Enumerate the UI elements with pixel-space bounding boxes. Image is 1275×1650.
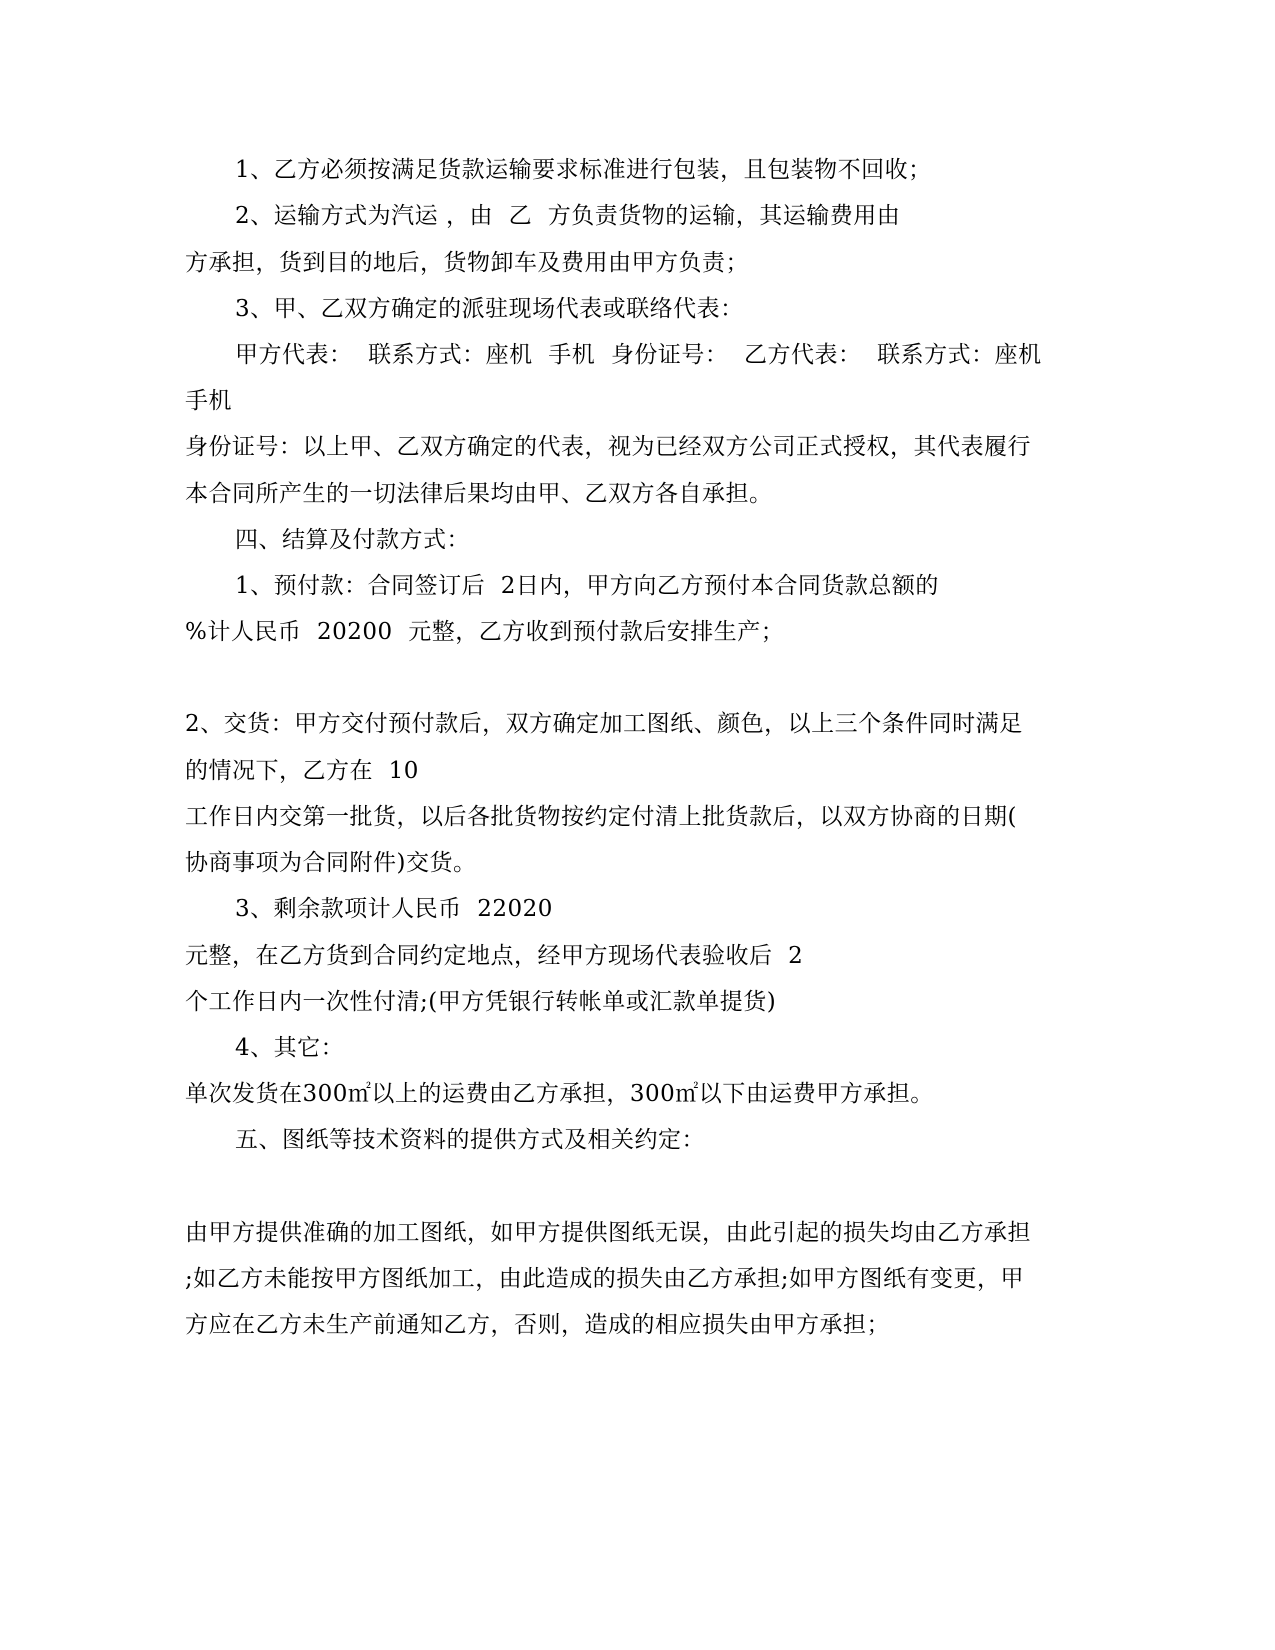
paragraph-prepayment: 1、预付款：合同签订后 2日内，甲方向乙方预付本合同货款总额的 [235, 573, 939, 599]
paragraph-drawings: 由甲方提供准确的加工图纸，如甲方提供图纸无误，由此引起的损失均由乙方承担 [185, 1220, 1031, 1246]
paragraph-other: 4、其它： [235, 1035, 345, 1061]
paragraph-packaging: 1、乙方必须按满足货款运输要求标准进行包装，且包装物不回收； [235, 157, 932, 183]
paragraph-remaining-payment: 3、剩余款项计人民币 22020 [235, 896, 553, 922]
paragraph-authorization-cont: 本合同所产生的一切法律后果均由甲、乙双方各自承担。 [185, 481, 773, 507]
paragraph-representative-fields-cont: 手机 [185, 388, 232, 414]
paragraph-representative-fields: 甲方代表： 联系方式：座机 手机 身份证号： 乙方代表： 联系方式：座机 [235, 342, 1042, 368]
paragraph-authorization: 身份证号：以上甲、乙双方确定的代表，视为已经双方公司正式授权，其代表履行 [185, 434, 1031, 460]
paragraph-drawings-cont-1: ;如乙方未能按甲方图纸加工，由此造成的损失由乙方承担;如甲方图纸有变更，甲 [185, 1266, 1024, 1292]
paragraph-drawings-cont-2: 方应在乙方未生产前通知乙方，否则，造成的相应损失由甲方承担； [185, 1312, 890, 1338]
paragraph-delivery-cont-2: 工作日内交第一批货，以后各批货物按约定付清上批货款后，以双方协商的日期( [185, 804, 1017, 830]
section-heading-settlement: 四、结算及付款方式： [235, 527, 470, 553]
section-heading-drawings: 五、图纸等技术资料的提供方式及相关约定： [235, 1127, 705, 1153]
paragraph-remaining-payment-cont-2: 个工作日内一次性付清;(甲方凭银行转帐单或汇款单提货) [185, 989, 777, 1015]
paragraph-prepayment-cont: %计人民币 20200 元整，乙方收到预付款后安排生产； [185, 619, 785, 645]
paragraph-freight: 单次发货在300㎡以上的运费由乙方承担，300㎡以下由运费甲方承担。 [185, 1081, 934, 1107]
paragraph-representatives: 3、甲、乙双方确定的派驻现场代表或联络代表： [235, 296, 744, 322]
paragraph-transport: 2、运输方式为汽运 ，由 乙 方负责货物的运输，其运输费用由 [235, 203, 901, 229]
paragraph-delivery-cont-1: 的情况下，乙方在 10 [185, 758, 419, 784]
paragraph-delivery: 2、交货：甲方交付预付款后，双方确定加工图纸、颜色，以上三个条件同时满足 [185, 711, 1023, 737]
paragraph-transport-cont: 方承担，货到目的地后，货物卸车及费用由甲方负责； [185, 250, 749, 276]
paragraph-delivery-cont-3: 协商事项为合同附件)交货。 [185, 850, 477, 876]
paragraph-remaining-payment-cont-1: 元整，在乙方货到合同约定地点，经甲方现场代表验收后 2 [185, 943, 804, 969]
